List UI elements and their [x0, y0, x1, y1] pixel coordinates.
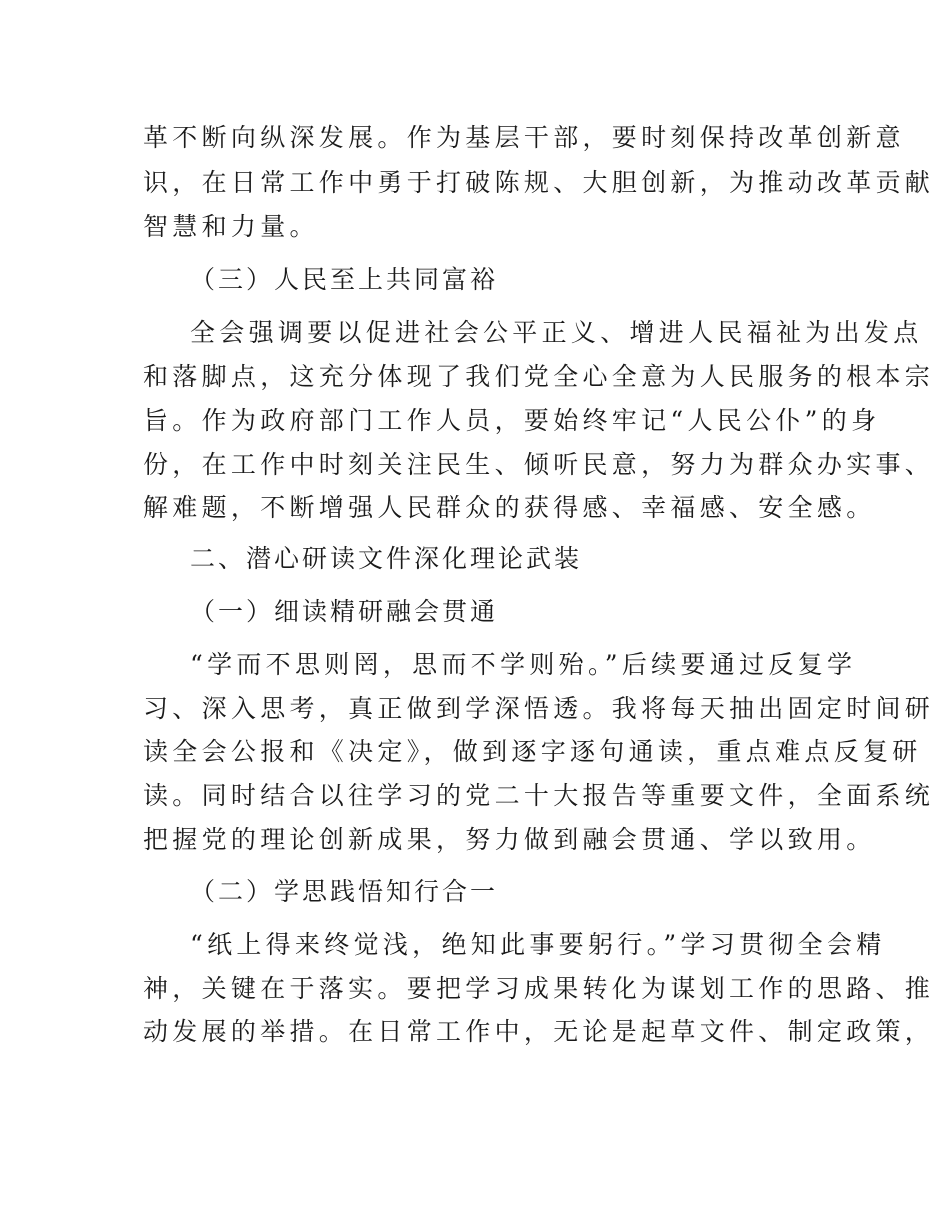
section-subheading: （二）学思践悟知行合一 — [190, 877, 499, 906]
body-text-line: 和落脚点，这充分体现了我们党全心全意为人民服务的根本宗 — [143, 362, 935, 391]
section-subheading: （一）细读精研融会贯通 — [190, 597, 499, 626]
body-text-line: 全会强调要以促进社会公平正义、增进人民福祉为出发点 — [190, 318, 923, 347]
body-text-line: 智慧和力量。 — [143, 212, 319, 241]
body-text-line: 习、深入思考，真正做到学深悟透。我将每天抽出固定时间研 — [143, 694, 935, 723]
body-text-line: 神，关键在于落实。要把学习成果转化为谋划工作的思路、推 — [143, 974, 935, 1003]
body-text-line: 革不断向纵深发展。作为基层干部，要时刻保持改革创新意 — [143, 123, 905, 152]
body-text-line: 旨。作为政府部门工作人员，要始终牢记“人民公仆”的身 — [143, 406, 881, 435]
body-text-line: “纸上得来终觉浅，绝知此事要躬行。”学习贯彻全会精 — [190, 930, 886, 959]
section-subheading: （三）人民至上共同富裕 — [190, 265, 499, 294]
body-text-line: 识，在日常工作中勇于打破陈规、大胆创新，为推动改革贡献 — [143, 168, 935, 197]
body-text-line: 把握党的理论创新成果，努力做到融会贯通、学以致用。 — [143, 825, 876, 854]
body-text-line: 读。同时结合以往学习的党二十大报告等重要文件，全面系统 — [143, 781, 935, 810]
body-text-line: “学而不思则罔，思而不学则殆。”后续要通过反复学 — [190, 650, 857, 679]
section-heading: 二、潜心研读文件深化理论武装 — [190, 544, 583, 573]
body-text-line: 动发展的举措。在日常工作中，无论是起草文件、制定政策， — [143, 1017, 935, 1046]
body-text-line: 份，在工作中时刻关注民生、倾听民意，努力为群众办实事、 — [143, 450, 935, 479]
body-text-line: 解难题，不断增强人民群众的获得感、幸福感、安全感。 — [143, 493, 876, 522]
body-text-line: 读全会公报和《决定》，做到逐字逐句通读，重点难点反复研 — [143, 737, 922, 766]
